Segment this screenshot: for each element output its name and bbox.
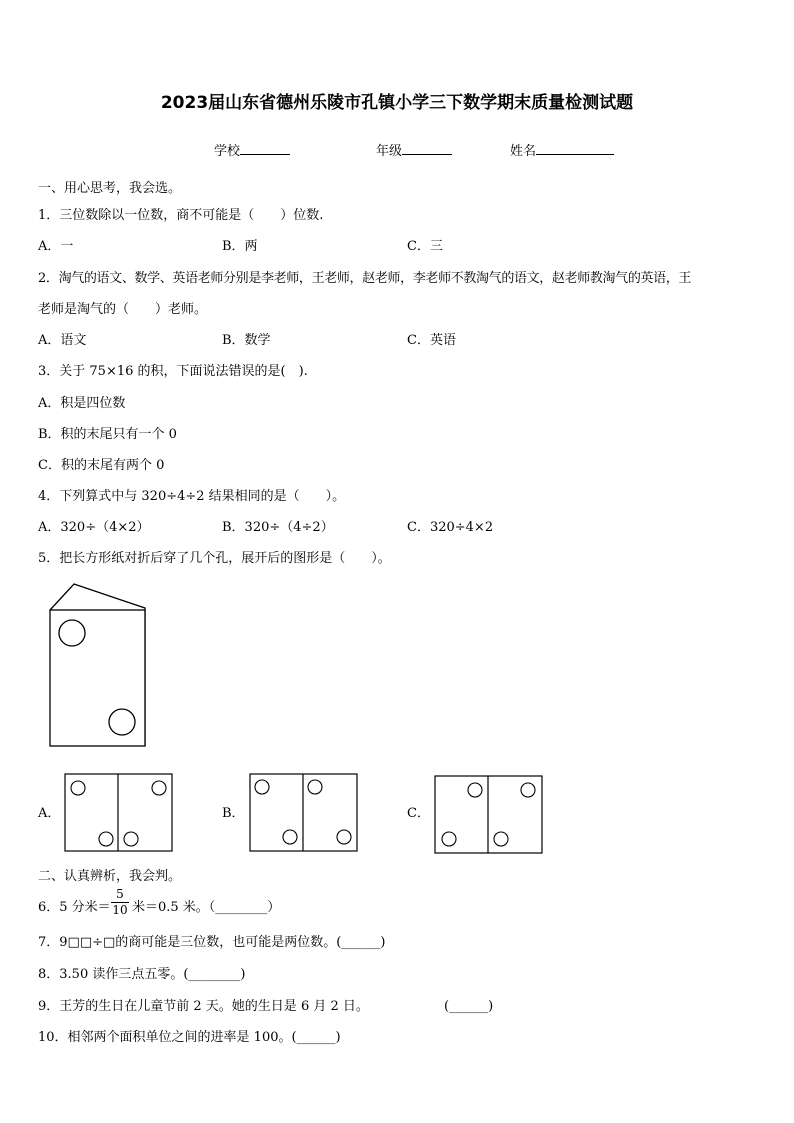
q4-option-a[interactable]: A．320÷（4×2） xyxy=(38,520,150,535)
q5-stem: 5．把长方形纸对折后穿了几个孔，展开后的图形是（ ）。 xyxy=(38,551,391,566)
school-label: 学校 xyxy=(214,144,241,159)
q2-stem-line1: 2．淘气的语文、数学、英语老师分别是李老师，王老师，赵老师，李老师不教淘气的语文，赵老师教淘气的英语，王 xyxy=(38,271,692,286)
section-2-heading: 二、认真辨析，我会判。 xyxy=(38,869,182,884)
school-blank[interactable] xyxy=(240,141,290,155)
q6-prefix: 6．5 分米＝ xyxy=(38,900,111,915)
q3-option-b[interactable]: B．积的末尾只有一个 0 xyxy=(38,427,177,442)
q1-option-b[interactable]: B．两 xyxy=(222,239,258,254)
q3-option-c[interactable]: C．积的末尾有两个 0 xyxy=(38,458,165,473)
name-label: 姓名 xyxy=(510,144,537,159)
q10-stem: 10．相邻两个面积单位之间的进率是 100。(______) xyxy=(38,1030,341,1045)
q6-fraction-denominator: 10 xyxy=(112,903,128,917)
q5-option-c-label[interactable]: C． xyxy=(407,806,430,821)
page-title: 2023届山东省德州乐陵市孔镇小学三下数学期末质量检测试题 xyxy=(160,93,634,113)
q9-stem: 9．王芳的生日在儿童节前 2 天。她的生日是 6 月 2 日。 xyxy=(38,999,369,1014)
q1-option-c[interactable]: C．三 xyxy=(407,239,443,254)
q1-option-a[interactable]: A．一 xyxy=(38,239,74,254)
q4-option-b[interactable]: B．320÷（4÷2） xyxy=(222,520,334,535)
section-1-heading: 一、用心思考，我会选。 xyxy=(38,181,182,196)
q5-option-a-label[interactable]: A． xyxy=(38,806,61,821)
q6-fraction xyxy=(111,888,129,917)
q5-option-a-figure[interactable] xyxy=(64,773,174,853)
q4-option-c[interactable]: C．320÷4×2 xyxy=(407,520,494,535)
q5-option-b-figure[interactable] xyxy=(249,773,359,853)
q3-stem: 3．关于 75×16 的积，下面说法错误的是( ). xyxy=(38,364,308,379)
name-field xyxy=(510,141,614,160)
q8-stem: 8．3.50 读作三点五零。(________) xyxy=(38,967,246,982)
q2-option-a[interactable]: A．语文 xyxy=(38,333,87,348)
folded-paper-figure xyxy=(44,580,164,750)
q9-answer-blank[interactable]: (______) xyxy=(444,999,494,1014)
q6-suffix: 米＝0.5 米。（________） xyxy=(132,900,281,915)
q5-option-c-figure[interactable] xyxy=(434,775,544,855)
q5-option-b-label[interactable]: B． xyxy=(222,806,245,821)
name-blank[interactable] xyxy=(536,141,614,155)
school-field xyxy=(214,141,290,160)
q2-option-c[interactable]: C．英语 xyxy=(407,333,456,348)
q2-stem-line2: 老师是淘气的（ ）老师。 xyxy=(38,302,208,317)
q4-stem: 4．下列算式中与 320÷4÷2 结果相同的是（ ）。 xyxy=(38,489,346,504)
q3-option-a[interactable]: A．积是四位数 xyxy=(38,396,126,411)
q1-stem: 1．三位数除以一位数，商不可能是（ ）位数. xyxy=(38,208,324,223)
grade-blank[interactable] xyxy=(402,141,452,155)
grade-field xyxy=(376,141,452,160)
q2-option-b[interactable]: B．数学 xyxy=(222,333,271,348)
q7-stem: 7．9□□÷□的商可能是三位数，也可能是两位数。(______) xyxy=(38,935,386,950)
grade-label: 年级 xyxy=(376,144,403,159)
q6-fraction-numerator: 5 xyxy=(116,887,124,901)
